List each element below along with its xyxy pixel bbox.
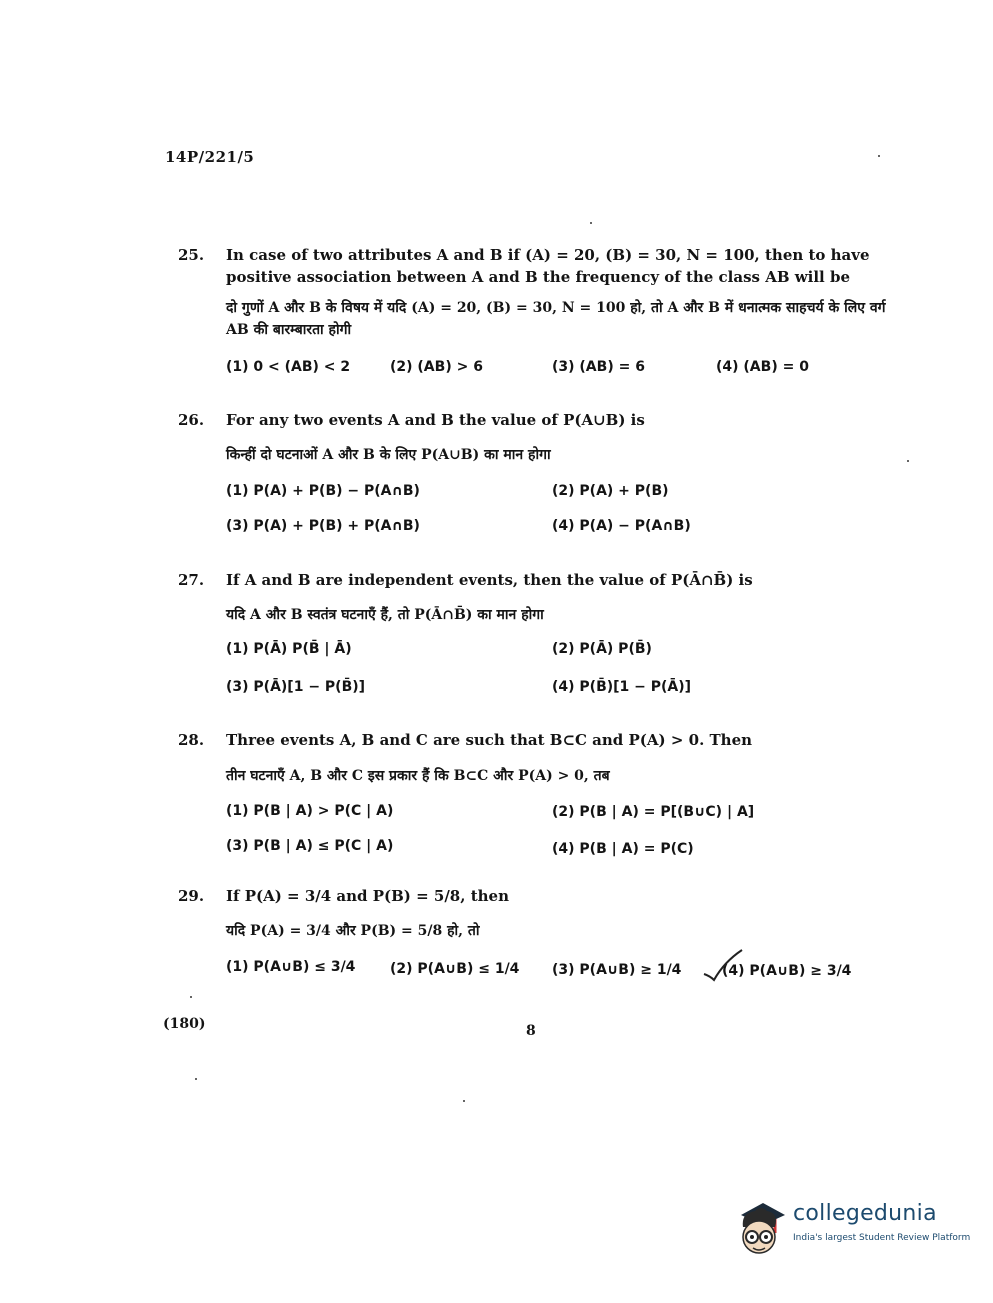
scan-speck <box>878 155 880 157</box>
logo-tagline: India's largest Student Review Platform <box>793 1233 971 1243</box>
option-3: (3) P(A∪B) ≥ 1/4 <box>552 962 682 978</box>
question-number: 29. <box>178 887 205 905</box>
tick-mark-icon <box>702 948 746 984</box>
question-text-hindi: किन्हीं दो घटनाओं A और B के लिए P(A∪B) का मान होगा <box>226 447 551 463</box>
option-2: (2) P(A∪B) ≤ 1/4 <box>390 961 520 977</box>
option-1: (1) P(A∪B) ≤ 3/4 <box>226 959 356 975</box>
collegedunia-logo <box>735 1195 971 1265</box>
scan-speck <box>907 460 909 462</box>
scan-speck <box>190 996 192 998</box>
option-4: (4) P(B | A) = P(C) <box>552 841 694 857</box>
scan-speck <box>463 1100 465 1102</box>
option-2: (2) P(Ā) P(B̄) <box>552 641 652 657</box>
option-4: (4) P(A∪B) ≥ 3/4 <box>722 963 852 979</box>
paper-code: 14P/221/5 <box>165 148 255 166</box>
option-3: (3) P(B | A) ≤ P(C | A) <box>226 838 394 854</box>
question-text-english: In case of two attributes A and B if (A) = 20, (B) = 30, N = 100, then to have positive association between A and B the frequency of the class AB will be <box>226 246 870 286</box>
logo-wordmark: collegedunia <box>793 1201 937 1226</box>
option-2: (2) P(B | A) = P[(B∪C) | A] <box>552 804 755 820</box>
option-1: (1) P(Ā) P(B̄ | Ā) <box>226 641 352 657</box>
booklet-code: (180) <box>163 1016 206 1032</box>
option-2: (2) P(A) + P(B) <box>552 483 669 499</box>
question-text-english: If A and B are independent events, then the value of P(Ā∩B̄) is <box>226 571 753 589</box>
mascot-icon <box>735 1197 791 1261</box>
question-text-english: For any two events A and B the value of P(A∪B) is <box>226 411 645 429</box>
option-4: (4) P(A) − P(A∩B) <box>552 518 691 534</box>
scan-speck <box>195 1078 197 1080</box>
question-number: 26. <box>178 411 205 429</box>
option-3: (3) P(A) + P(B) + P(A∩B) <box>226 518 420 534</box>
question-text-hindi: यदि P(A) = 3/4 और P(B) = 5/8 हो, तो <box>226 923 480 939</box>
option-3: (3) (AB) = 6 <box>552 359 645 375</box>
question-text-english: Three events A, B and C are such that B⊂C and P(A) > 0. Then <box>226 731 753 749</box>
option-4: (4) (AB) = 0 <box>716 359 809 375</box>
question-text-hindi: यदि A और B स्वतंत्र घटनाएँ हैं, तो P(Ā∩B̄) का मान होगा <box>226 607 544 623</box>
option-4: (4) P(B̄)[1 − P(Ā)] <box>552 679 692 695</box>
question-text-hindi: तीन घटनाएँ A, B और C इस प्रकार हैं कि B⊂C और P(A) > 0, तब <box>226 768 610 784</box>
option-1: (1) P(B | A) > P(C | A) <box>226 803 394 819</box>
option-2: (2) (AB) > 6 <box>390 359 483 375</box>
scan-speck <box>590 222 592 224</box>
option-1: (1) 0 < (AB) < 2 <box>226 359 351 375</box>
question-text-hindi: दो गुणों A और B के विषय में यदि (A) = 20, (B) = 30, N = 100 हो, तो A और B में धनात्मक साहचर्य के लिए वर्ग AB की बारम्बारता होगी <box>226 300 886 338</box>
question-text-english: If P(A) = 3/4 and P(B) = 5/8, then <box>226 887 509 905</box>
option-3: (3) P(Ā)[1 − P(B̄)] <box>226 679 366 695</box>
question-number: 27. <box>178 571 205 589</box>
question-number: 28. <box>178 731 205 749</box>
option-1: (1) P(A) + P(B) − P(A∩B) <box>226 483 420 499</box>
page-number: 8 <box>526 1023 536 1039</box>
question-number: 25. <box>178 246 205 264</box>
